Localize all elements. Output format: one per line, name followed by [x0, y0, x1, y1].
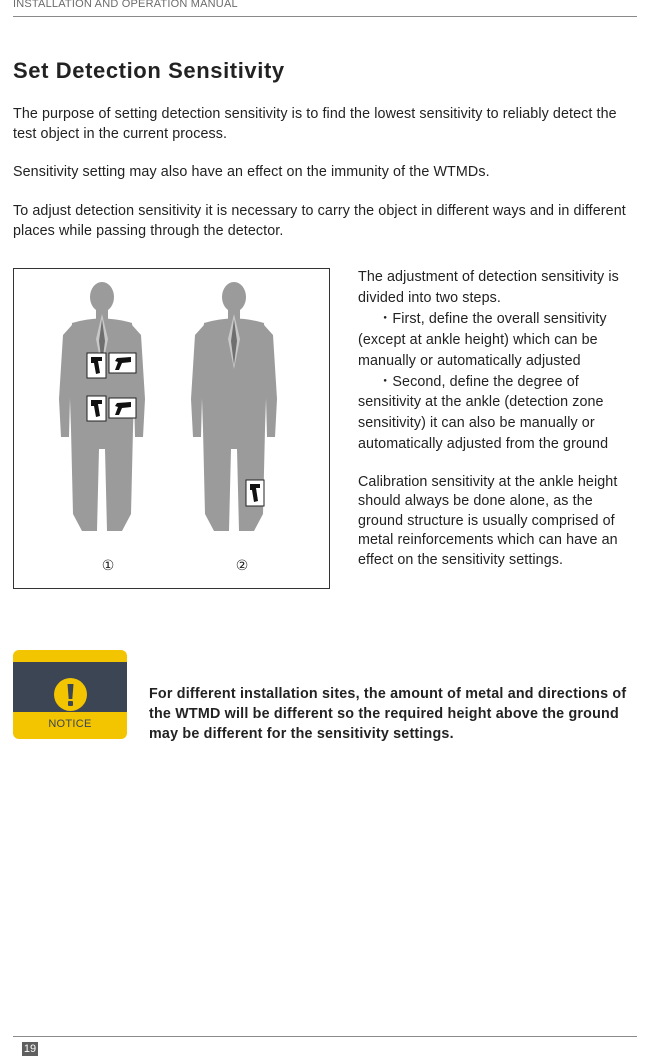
pistol-icon: [246, 480, 264, 506]
notice-label: NOTICE: [48, 718, 92, 730]
notice-text: For different installation sites, the amount of metal and directions of the WTMD will be different so the required height above the ground may be different for the sensitivity settings.: [149, 686, 627, 742]
figure-label-1: ①: [101, 558, 115, 574]
step-second: ・Second, define the degree of sensitivity at the ankle (detection zone sensitivity) it can also be manually or automatically adjusted from the ground: [358, 373, 609, 453]
intro-paragraph-purpose: The purpose of setting detection sensitivity is to find the lowest sensitivity to reliably detect the test object in the current process.: [13, 106, 617, 142]
header-divider: [13, 16, 637, 17]
figure-label-2: ②: [235, 558, 249, 574]
pistol-icon: [87, 353, 106, 378]
notice-badge: [13, 650, 127, 739]
sensitivity-figure: [13, 268, 330, 589]
manual-header-title: INSTALLATION AND OPERATION MANUAL: [13, 0, 238, 10]
page-title: Set Detection Sensitivity: [13, 58, 285, 83]
revolver-icon: [109, 353, 136, 373]
revolver-icon: [109, 398, 136, 418]
step-first: ・First, define the overall sensitivity (except at ankle height) which can be manually or automatically adjusted: [358, 310, 607, 369]
page-number: 19: [23, 1043, 37, 1055]
intro-paragraph-method: To adjust detection sensitivity it is necessary to carry the object in different ways and in different places while passing through the detector.: [13, 203, 626, 239]
steps-intro: The adjustment of detection sensitivity is divided into two steps.: [358, 269, 619, 306]
adjustment-steps: [358, 267, 640, 455]
exclamation-icon: [54, 678, 87, 711]
calibration-paragraph: Calibration sensitivity at the ankle height should always be done alone, as the ground structure is usually comprised of metal reinforcements which can have an effect on the sensitivity settings.: [358, 474, 618, 568]
intro-paragraph-immunity: Sensitivity setting may also have an effect on the immunity of the WTMDs.: [13, 164, 490, 180]
notice-band: [13, 662, 127, 712]
pistol-icon: [87, 396, 106, 421]
footer-divider: [13, 1036, 637, 1037]
